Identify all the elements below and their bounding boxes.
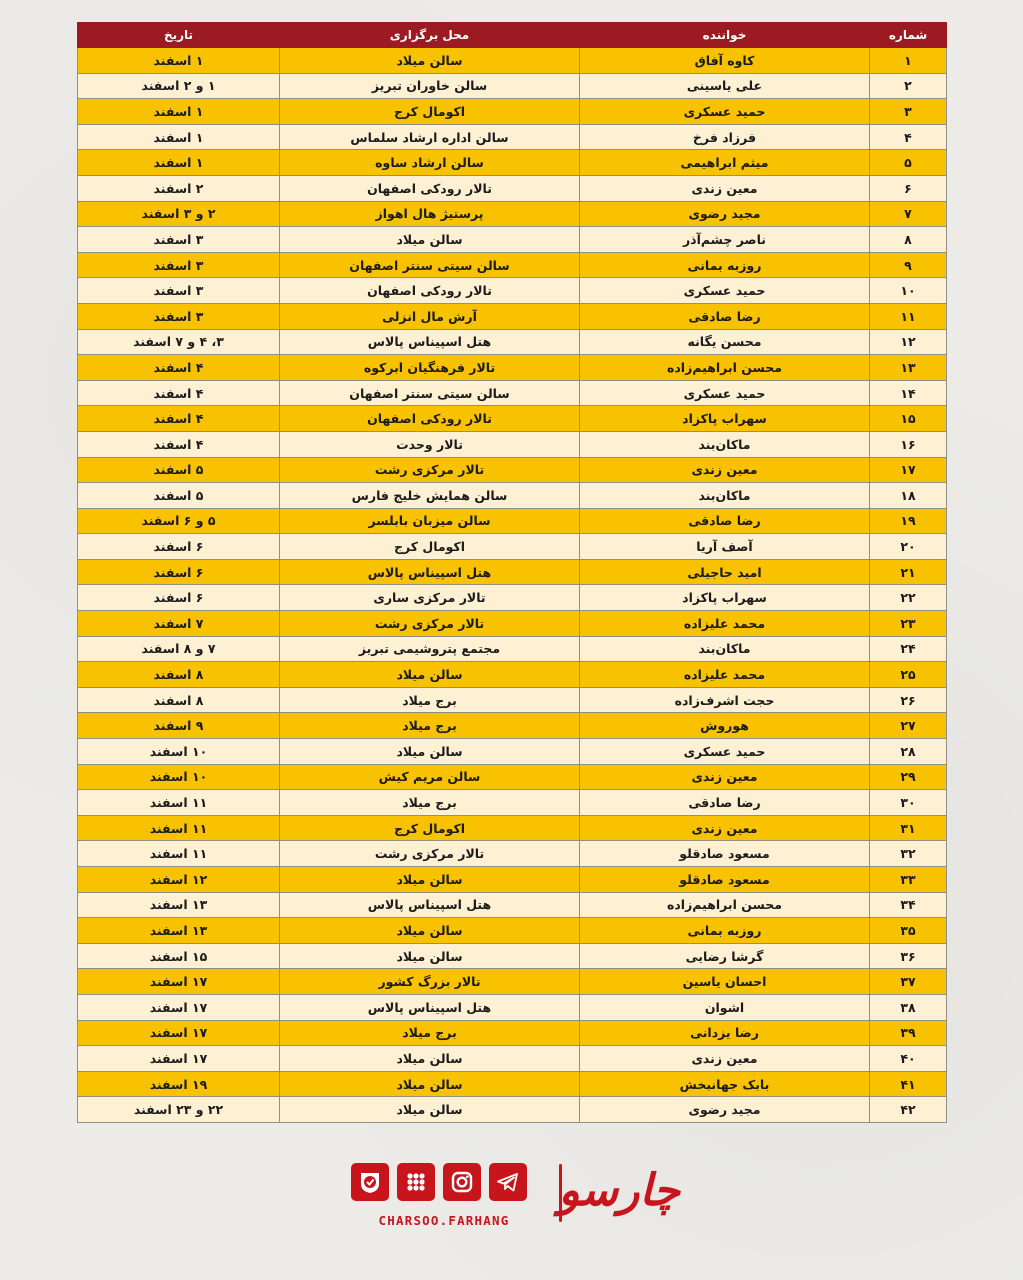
table-row — [78, 1097, 947, 1123]
cell-venue: سالن اداره ارشاد سلماس — [280, 124, 580, 150]
cell-date: ۴ اسفند — [78, 380, 280, 406]
table-row — [78, 918, 947, 944]
aparat-icon[interactable] — [397, 1163, 435, 1201]
cell-venue: سالن همایش خلیج فارس — [280, 483, 580, 509]
table-row — [78, 252, 947, 278]
cell-number: ۱۹ — [870, 508, 947, 534]
cell-date: ۷ و ۸ اسفند — [78, 636, 280, 662]
cell-venue: برج میلاد — [280, 713, 580, 739]
cell-date: ۱۱ اسفند — [78, 841, 280, 867]
cell-date: ۱۷ اسفند — [78, 994, 280, 1020]
table-row — [78, 662, 947, 688]
cell-venue: اکومال کرج — [280, 815, 580, 841]
cell-number: ۳۶ — [870, 943, 947, 969]
table-row — [78, 1046, 947, 1072]
cell-singer: علی یاسینی — [580, 73, 870, 99]
cell-singer: بابک جهانبخش — [580, 1071, 870, 1097]
cell-number: ۴۰ — [870, 1046, 947, 1072]
cell-singer: مسعود صادقلو — [580, 867, 870, 893]
cell-date: ۱۷ اسفند — [78, 969, 280, 995]
table-row — [78, 380, 947, 406]
telegram-icon[interactable] — [489, 1163, 527, 1201]
cell-venue: تالار وحدت — [280, 431, 580, 457]
cell-date: ۲ اسفند — [78, 175, 280, 201]
cell-number: ۴۱ — [870, 1071, 947, 1097]
cell-singer: محسن ابراهیم‌زاده — [580, 892, 870, 918]
cell-singer: رضا یزدانی — [580, 1020, 870, 1046]
cell-number: ۳ — [870, 99, 947, 125]
cell-singer: رضا صادقی — [580, 303, 870, 329]
cell-number: ۴ — [870, 124, 947, 150]
cell-singer: هوروش — [580, 713, 870, 739]
cell-venue: آرش مال انزلی — [280, 303, 580, 329]
cell-venue: تالار مرکزی ساری — [280, 585, 580, 611]
cell-number: ۱۳ — [870, 355, 947, 381]
table-row — [78, 1071, 947, 1097]
cell-number: ۳۲ — [870, 841, 947, 867]
cell-date: ۳ اسفند — [78, 278, 280, 304]
cell-venue: تالار رودکی اصفهان — [280, 175, 580, 201]
cell-number: ۳۸ — [870, 994, 947, 1020]
cell-date: ۵ اسفند — [78, 457, 280, 483]
table-row — [78, 431, 947, 457]
cell-venue: هتل اسپیناس پالاس — [280, 559, 580, 585]
cell-venue: هتل اسپیناس پالاس — [280, 994, 580, 1020]
cell-number: ۳۷ — [870, 969, 947, 995]
cell-number: ۷ — [870, 201, 947, 227]
cell-singer: مجید رضوی — [580, 1097, 870, 1123]
cell-number: ۴۲ — [870, 1097, 947, 1123]
cell-venue: برج میلاد — [280, 687, 580, 713]
cell-date: ۱۱ اسفند — [78, 815, 280, 841]
cell-singer: ماکان‌بند — [580, 636, 870, 662]
table-row — [78, 508, 947, 534]
cell-number: ۱۴ — [870, 380, 947, 406]
table-row — [78, 559, 947, 585]
cell-date: ۲ و ۳ اسفند — [78, 201, 280, 227]
cell-venue: سالن مریم کیش — [280, 764, 580, 790]
cell-singer: محمد علیزاده — [580, 611, 870, 637]
cell-venue: سالن میلاد — [280, 662, 580, 688]
table-row — [78, 739, 947, 765]
cell-date: ۱۷ اسفند — [78, 1046, 280, 1072]
cell-date: ۲۲ و ۲۳ اسفند — [78, 1097, 280, 1123]
cell-number: ۲۴ — [870, 636, 947, 662]
cell-singer: رضا صادقی — [580, 790, 870, 816]
cell-singer: محسن یگانه — [580, 329, 870, 355]
cell-singer: ناصر چشم‌آذر — [580, 227, 870, 253]
table-row — [78, 278, 947, 304]
cell-date: ۱ اسفند — [78, 48, 280, 74]
cell-venue: سالن میلاد — [280, 1071, 580, 1097]
cell-venue: سالن میلاد — [280, 1097, 580, 1123]
cell-date: ۵ و ۶ اسفند — [78, 508, 280, 534]
cell-singer: مجید رضوی — [580, 201, 870, 227]
cell-venue: سالن ارشاد ساوه — [280, 150, 580, 176]
cell-date: ۵ اسفند — [78, 483, 280, 509]
cell-venue: تالار مرکزی رشت — [280, 841, 580, 867]
cell-singer: حمید عسکری — [580, 739, 870, 765]
cell-date: ۳ اسفند — [78, 252, 280, 278]
cell-venue: تالار مرکزی رشت — [280, 611, 580, 637]
cell-venue: تالار بزرگ کشور — [280, 969, 580, 995]
cell-number: ۱۶ — [870, 431, 947, 457]
table-row — [78, 585, 947, 611]
table-row — [78, 687, 947, 713]
cell-number: ۱۸ — [870, 483, 947, 509]
social-icons — [351, 1163, 537, 1201]
cell-venue: برج میلاد — [280, 790, 580, 816]
cell-date: ۱۳ اسفند — [78, 918, 280, 944]
concert-schedule-table — [77, 22, 947, 1123]
cell-venue: هتل اسپیناس پالاس — [280, 892, 580, 918]
cell-number: ۱۱ — [870, 303, 947, 329]
table-row — [78, 867, 947, 893]
virasty-icon[interactable] — [351, 1163, 389, 1201]
cell-singer: محسن ابراهیم‌زاده — [580, 355, 870, 381]
cell-venue: سالن میلاد — [280, 48, 580, 74]
cell-number: ۲۱ — [870, 559, 947, 585]
social-handle[interactable]: CHARSOO.FARHANG — [378, 1213, 510, 1228]
cell-singer: میثم ابراهیمی — [580, 150, 870, 176]
cell-venue: سالن میلاد — [280, 943, 580, 969]
cell-venue: سالن سیتی سنتر اصفهان — [280, 252, 580, 278]
cell-number: ۲۰ — [870, 534, 947, 560]
cell-venue: اکومال کرج — [280, 534, 580, 560]
cell-number: ۲۶ — [870, 687, 947, 713]
cell-singer: ماکان‌بند — [580, 483, 870, 509]
header-number: شماره — [870, 23, 947, 48]
cell-number: ۹ — [870, 252, 947, 278]
cell-date: ۶ اسفند — [78, 534, 280, 560]
cell-date: ۷ اسفند — [78, 611, 280, 637]
cell-date: ۳، ۴ و ۷ اسفند — [78, 329, 280, 355]
cell-date: ۴ اسفند — [78, 406, 280, 432]
cell-singer: فرزاد فرخ — [580, 124, 870, 150]
header-venue: محل برگزاری — [280, 23, 580, 48]
cell-venue: سالن میلاد — [280, 739, 580, 765]
table-row — [78, 73, 947, 99]
cell-date: ۱۰ اسفند — [78, 764, 280, 790]
cell-number: ۱۵ — [870, 406, 947, 432]
table-row — [78, 534, 947, 560]
cell-number: ۳۳ — [870, 867, 947, 893]
table-row — [78, 483, 947, 509]
cell-singer: معین زندی — [580, 457, 870, 483]
cell-singer: آصف آریا — [580, 534, 870, 560]
cell-number: ۳۵ — [870, 918, 947, 944]
cell-venue: سالن میلاد — [280, 867, 580, 893]
cell-number: ۲۳ — [870, 611, 947, 637]
cell-venue: مجتمع پتروشیمی تبریز — [280, 636, 580, 662]
cell-venue: هتل اسپیناس پالاس — [280, 329, 580, 355]
cell-singer: امید حاجیلی — [580, 559, 870, 585]
cell-singer: معین زندی — [580, 815, 870, 841]
footer — [0, 1158, 1023, 1238]
table-row — [78, 201, 947, 227]
cell-venue: سالن میلاد — [280, 918, 580, 944]
cell-date: ۴ اسفند — [78, 355, 280, 381]
table-row — [78, 815, 947, 841]
cell-number: ۲۸ — [870, 739, 947, 765]
charsoo-logo: چارسو — [558, 1165, 680, 1216]
cell-venue: تالار رودکی اصفهان — [280, 278, 580, 304]
header-singer: خواننده — [580, 23, 870, 48]
cell-venue: سالن سیتی سنتر اصفهان — [280, 380, 580, 406]
cell-date: ۸ اسفند — [78, 662, 280, 688]
cell-number: ۵ — [870, 150, 947, 176]
cell-singer: حجت اشرف‌زاده — [580, 687, 870, 713]
cell-number: ۳۴ — [870, 892, 947, 918]
cell-number: ۲۲ — [870, 585, 947, 611]
cell-date: ۱۵ اسفند — [78, 943, 280, 969]
cell-date: ۱۲ اسفند — [78, 867, 280, 893]
cell-number: ۱۰ — [870, 278, 947, 304]
table-row — [78, 457, 947, 483]
cell-singer: معین زندی — [580, 1046, 870, 1072]
cell-date: ۱ اسفند — [78, 99, 280, 125]
cell-date: ۱۷ اسفند — [78, 1020, 280, 1046]
cell-singer: حمید عسکری — [580, 99, 870, 125]
cell-number: ۱ — [870, 48, 947, 74]
cell-venue: سالن میزبان بابلسر — [280, 508, 580, 534]
cell-venue: تالار رودکی اصفهان — [280, 406, 580, 432]
instagram-icon[interactable] — [443, 1163, 481, 1201]
cell-number: ۲ — [870, 73, 947, 99]
cell-singer: سهراب پاکزاد — [580, 406, 870, 432]
table-row — [78, 764, 947, 790]
cell-date: ۱ و ۲ اسفند — [78, 73, 280, 99]
cell-venue: تالار مرکزی رشت — [280, 457, 580, 483]
cell-singer: سهراب پاکزاد — [580, 585, 870, 611]
table-row — [78, 99, 947, 125]
table-row — [78, 636, 947, 662]
cell-date: ۳ اسفند — [78, 227, 280, 253]
cell-singer: ماکان‌بند — [580, 431, 870, 457]
cell-venue: سالن خاوران تبریز — [280, 73, 580, 99]
cell-singer: مسعود صادقلو — [580, 841, 870, 867]
cell-number: ۳۹ — [870, 1020, 947, 1046]
cell-number: ۱۲ — [870, 329, 947, 355]
cell-date: ۶ اسفند — [78, 585, 280, 611]
table-row — [78, 303, 947, 329]
cell-number: ۲۷ — [870, 713, 947, 739]
table-row — [78, 406, 947, 432]
cell-singer: رضا صادقی — [580, 508, 870, 534]
cell-date: ۱۳ اسفند — [78, 892, 280, 918]
cell-date: ۳ اسفند — [78, 303, 280, 329]
table-row — [78, 175, 947, 201]
cell-venue: پرستیژ هال اهواز — [280, 201, 580, 227]
header-date: تاریخ — [78, 23, 280, 48]
cell-singer: معین زندی — [580, 175, 870, 201]
table-row — [78, 355, 947, 381]
table-row — [78, 969, 947, 995]
cell-singer: گرشا رضایی — [580, 943, 870, 969]
table-row — [78, 150, 947, 176]
table-row — [78, 994, 947, 1020]
table-row — [78, 124, 947, 150]
cell-singer: احسان یاسین — [580, 969, 870, 995]
cell-number: ۶ — [870, 175, 947, 201]
cell-date: ۴ اسفند — [78, 431, 280, 457]
table-row — [78, 227, 947, 253]
table-row — [78, 611, 947, 637]
cell-number: ۲۹ — [870, 764, 947, 790]
cell-singer: کاوه آفاق — [580, 48, 870, 74]
cell-number: ۳۰ — [870, 790, 947, 816]
cell-date: ۱۹ اسفند — [78, 1071, 280, 1097]
cell-singer: حمید عسکری — [580, 380, 870, 406]
cell-date: ۸ اسفند — [78, 687, 280, 713]
cell-venue: برج میلاد — [280, 1020, 580, 1046]
cell-venue: سالن میلاد — [280, 1046, 580, 1072]
cell-singer: معین زندی — [580, 764, 870, 790]
cell-date: ۱ اسفند — [78, 150, 280, 176]
cell-number: ۸ — [870, 227, 947, 253]
cell-singer: روزبه بمانی — [580, 252, 870, 278]
cell-date: ۶ اسفند — [78, 559, 280, 585]
cell-singer: روزبه بمانی — [580, 918, 870, 944]
table-row — [78, 48, 947, 74]
cell-venue: سالن میلاد — [280, 227, 580, 253]
cell-venue: تالار فرهنگیان ابرکوه — [280, 355, 580, 381]
table-header-row — [78, 23, 947, 48]
cell-number: ۱۷ — [870, 457, 947, 483]
cell-date: ۱۱ اسفند — [78, 790, 280, 816]
table-row — [78, 1020, 947, 1046]
table-row — [78, 713, 947, 739]
cell-number: ۲۵ — [870, 662, 947, 688]
cell-venue: اکومال کرج — [280, 99, 580, 125]
table-row — [78, 943, 947, 969]
cell-singer: اشوان — [580, 994, 870, 1020]
table-row — [78, 790, 947, 816]
table-row — [78, 841, 947, 867]
cell-number: ۳۱ — [870, 815, 947, 841]
cell-date: ۱۰ اسفند — [78, 739, 280, 765]
table-row — [78, 329, 947, 355]
cell-singer: حمید عسکری — [580, 278, 870, 304]
table-row — [78, 892, 947, 918]
cell-singer: محمد علیزاده — [580, 662, 870, 688]
cell-date: ۱ اسفند — [78, 124, 280, 150]
cell-date: ۹ اسفند — [78, 713, 280, 739]
